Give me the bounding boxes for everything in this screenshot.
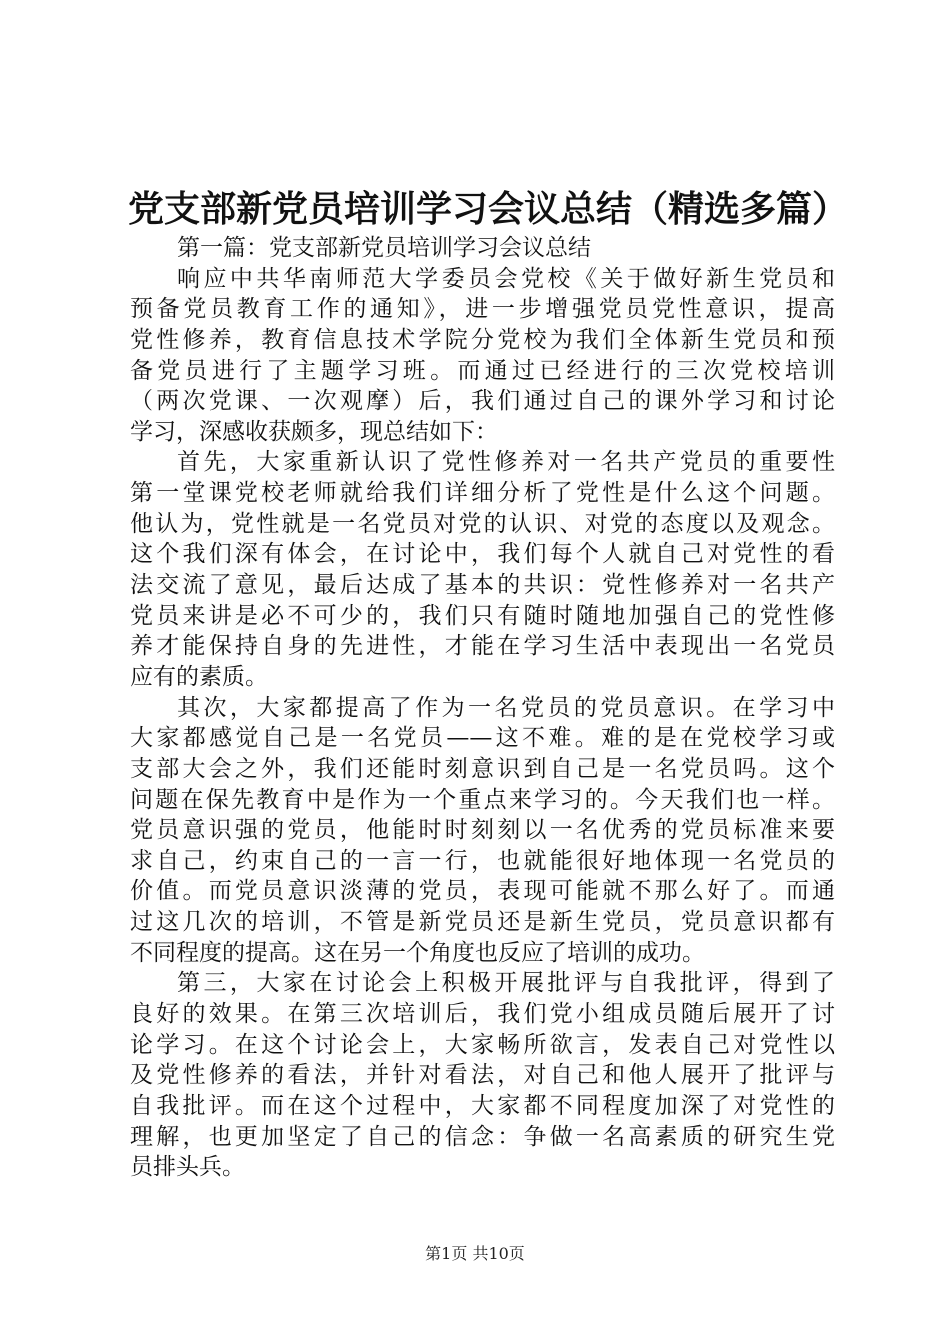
body-text-line: 养才能保持自身的先进性，才能在学习生活中表现出一名党员 bbox=[130, 633, 835, 660]
body-text-line: 其次，大家都提高了作为一名党员的党员意识。在学习中 bbox=[177, 694, 835, 721]
body-text-line: 良好的效果。在第三次培训后，我们党小组成员随后展开了讨 bbox=[130, 1001, 835, 1028]
body-text-line: 响应中共华南师范大学委员会党校《关于做好新生党员和 bbox=[177, 265, 835, 292]
document-title: 党支部新党员培训学习会议总结（精选多篇） bbox=[128, 188, 849, 230]
body-text-line: 第一篇：党支部新党员培训学习会议总结 bbox=[177, 235, 591, 261]
body-text-line: 法交流了意见，最后达成了基本的共识：党性修养对一名共产 bbox=[130, 572, 835, 599]
body-text-line: 理解，也更加坚定了自己的信念：争做一名高素质的研究生党 bbox=[130, 1123, 835, 1150]
body-text-line: 首先，大家重新认识了党性修养对一名共产党员的重要性 bbox=[177, 449, 835, 476]
body-text-line: 党员来讲是必不可少的，我们只有随时随地加强自己的党性修 bbox=[130, 602, 835, 629]
body-text-line: 他认为，党性就是一名党员对党的认识、对党的态度以及观念。 bbox=[130, 510, 835, 537]
body-text-line: 备党员进行了主题学习班。而通过已经进行的三次党校培训 bbox=[130, 357, 835, 384]
body-text-line: 论学习。在这个讨论会上，大家畅所欲言，发表自己对党性以 bbox=[130, 1031, 835, 1058]
body-text-line: （两次党课、一次观摩）后，我们通过自己的课外学习和讨论 bbox=[130, 388, 835, 415]
body-text-line: 问题在保先教育中是作为一个重点来学习的。今天我们也一样。 bbox=[130, 786, 835, 813]
body-text-line: 第一堂课党校老师就给我们详细分析了党性是什么这个问题。 bbox=[130, 480, 835, 507]
document-body bbox=[130, 233, 835, 1183]
body-text-line: 员排头兵。 bbox=[130, 1154, 245, 1181]
body-text-line: 学习，深感收获颇多，现总结如下： bbox=[130, 418, 498, 445]
body-text-line: 第三，大家在讨论会上积极开展批评与自我批评，得到了 bbox=[177, 970, 835, 997]
body-text-line: 过这几次的培训，不管是新党员还是新生党员，党员意识都有 bbox=[130, 909, 835, 936]
body-text-line: 这个我们深有体会，在讨论中，我们每个人就自己对党性的看 bbox=[130, 541, 835, 568]
body-text-line: 应有的素质。 bbox=[130, 663, 268, 690]
body-text-line: 自我批评。而在这个过程中，大家都不同程度加深了对党性的 bbox=[130, 1092, 835, 1119]
body-text-line: 及党性修养的看法，并针对看法，对自己和他人展开了批评与 bbox=[130, 1062, 835, 1089]
body-text-line: 党员意识强的党员，他能时时刻刻以一名优秀的党员标准来要 bbox=[130, 817, 835, 844]
body-text-line: 价值。而党员意识淡薄的党员，表现可能就不那么好了。而通 bbox=[130, 878, 835, 905]
body-text-line: 求自己，约束自己的一言一行，也就能很好地体现一名党员的 bbox=[130, 847, 835, 874]
body-text-line: 大家都感觉自己是一名党员——这不难。难的是在党校学习或 bbox=[130, 725, 835, 752]
body-text-line: 支部大会之外，我们还能时刻意识到自己是一名党员吗。这个 bbox=[130, 755, 835, 782]
body-text-line: 预备党员教育工作的通知》，进一步增强党员党性意识，提高 bbox=[130, 296, 835, 323]
page-number-footer: 第1页 共10页 bbox=[425, 1244, 525, 1263]
body-text-line: 不同程度的提高。这在另一个角度也反应了培训的成功。 bbox=[130, 939, 705, 966]
body-text-line: 党性修养，教育信息技术学院分党校为我们全体新生党员和预 bbox=[130, 326, 835, 353]
